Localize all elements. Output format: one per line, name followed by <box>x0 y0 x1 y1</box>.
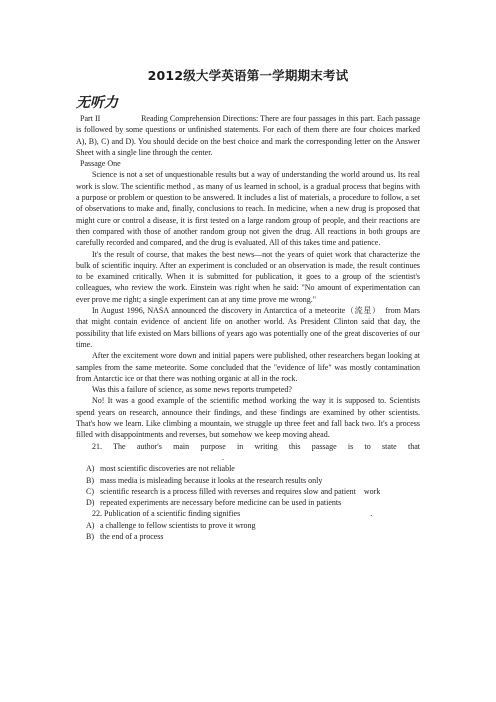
question-22 <box>76 508 420 519</box>
option-text: a challenge to fellow scientists to prove it wrong <box>100 520 256 530</box>
paragraph-1: Science is not a set of unquestionable results but a way of understanding the world around us. Its real work is slow. The scientific method , as many of us learned in school, is a gradual process that begins with a purpose or problem or question to be answered. It includes a list of materials, a procedure to follow, a set of observations to make and, finally, conclusions to reach. In medicine, when a new drug is proposed that might cure or control a disease, it is first tested on a large random group of people, and their reactions are then compared with those of another random group not given the drug. All reactions in both groups are carefully recorded and compared, and the drug is evaluated. All of this takes time and patience. <box>76 170 420 248</box>
paragraph-5: Was this a failure of science, as some news reports trumpeted? <box>92 385 292 395</box>
question-21 <box>76 441 420 464</box>
q21-option-c <box>76 486 420 497</box>
q22-option-b <box>76 531 420 542</box>
document-body <box>76 113 420 542</box>
page-title: 2012级大学英语第一学期期末考试 <box>147 68 349 83</box>
passage-label: Passage One <box>80 159 121 169</box>
paragraph-6: No! It was a good example of the scientific method working the way it is supposed to. Scientists spend years on research, announce their findings, and these findings are examined by other scientists. That's how we learn. Like climbing a mountain, we struggle up three feet and fall back two. It's a process filled with disappointments and reverses, but somehow we keep moving ahead. <box>76 396 420 440</box>
q21-option-d <box>76 497 420 508</box>
option-text: most scientific discoveries are not reliable <box>100 464 235 474</box>
paragraph-2: It's the result of course, that makes the best news—not the years of quiet work that characterize the bulk of scientific inquiry. After an experiment is concluded or an observation is made, the result continues to be examined critically. When it is submitted for publication, it goes to a group of the scientist's colleagues, who review the work. Einstein was right when he said: "No amount of experimentation can ever prove me right; a single experiment can at any time prove me wrong." <box>76 249 420 304</box>
option-key: B) <box>86 475 94 485</box>
question-21-stem: 21. The author's main purpose in writing this passage is to state that <box>92 441 420 451</box>
part-intro: Part II Reading Comprehension Directions: There are four passages in this part. Each passage is followed by some questions or unfinished statements. For each of them there are four choices marked A), B), C) and D). You should decide on the best choice and mark the corresponding letter on the Answer Sheet with a single line through the center. <box>76 114 420 157</box>
option-key: C) <box>86 486 94 496</box>
paragraph-4: After the excitement wore down and initial papers were published, other researchers began looking at samples from the same meteorite. Some concluded that the "evidence of life" was mostly contamination from Antarctic ice or that there was nothing organic at all in the rock. <box>76 351 420 383</box>
option-text: the end of a process <box>100 531 164 541</box>
option-text: repeated experiments are necessary before medicine can be used in patients <box>100 498 342 508</box>
option-key: B) <box>86 531 94 541</box>
q21-option-a <box>76 463 420 474</box>
option-text: mass media is misleading because it looks at the research results only <box>100 475 323 485</box>
question-21-end: . <box>222 452 224 462</box>
question-22-stem: 22. Publication of a scientific finding signifies <box>92 509 241 519</box>
question-22-end: . <box>370 509 373 519</box>
section-heading: 无听力 <box>76 95 118 111</box>
option-key: A) <box>86 520 95 530</box>
option-key: D) <box>86 498 95 508</box>
option-text: scientific research is a process filled with reverses and requires slow and patient work <box>100 486 381 496</box>
paragraph-3: In August 1996, NASA announced the discovery in Antarctica of a meteorite（流星） from Mars that might contain evidence of ancient life on another world. As President Clinton said that day, the possibility that life existed on Mars billions of years ago was potentially one of the great discoveries of our time. <box>76 306 420 349</box>
q21-option-b <box>76 475 420 486</box>
option-key: A) <box>86 464 95 474</box>
q22-option-a <box>76 520 420 531</box>
